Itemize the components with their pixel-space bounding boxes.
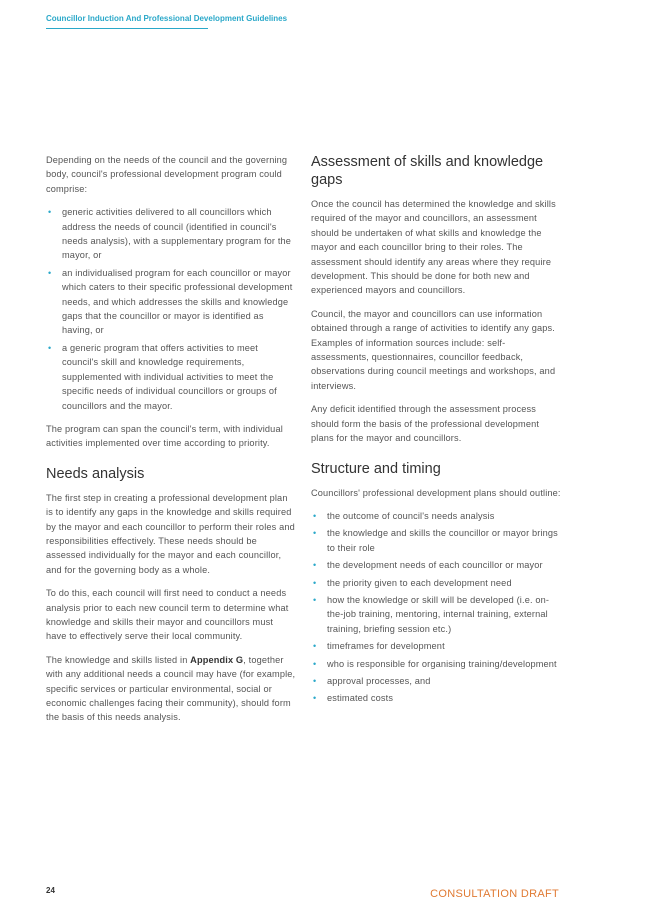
list-item	[311, 674, 561, 688]
list-item-text: generic activities delivered to all councillors which address the needs of council (identified in council's needs analysis), with a supplementary program for the mayor, or	[62, 207, 292, 261]
assessment-paragraph-2: Council, the mayor and councillors can use information obtained through a range of activities to identify any gaps. Examples of information sources include: self-assessments, questionnaires, councillor feedback, observations during council meetings and workshops, and interviews.	[311, 308, 556, 391]
list-item-text: the knowledge and skills the councillor or mayor brings to their role	[327, 528, 558, 553]
list-item	[311, 639, 561, 653]
assessment-paragraph-3: Any deficit identified through the assessment process should form the basis of the professional development plans for the mayor and councillors.	[311, 404, 540, 444]
needs-p3-text-end: , together with any additional needs a council may have (for example, specific services or particular environmental, social or economic challenges facing their community), should form the basis of this needs analysis.	[46, 654, 296, 723]
program-options-list	[46, 205, 296, 413]
right-column	[311, 153, 561, 715]
document-header-title: Councillor Induction And Professional Development Guidelines	[46, 14, 288, 23]
intro-paragraph: Depending on the needs of the council and the governing body, council's professional development program could comprise:	[46, 155, 288, 194]
list-item-text: who is responsible for organising training/development	[327, 658, 557, 669]
list-item-text: a generic program that offers activities to meet council's skill and knowledge requirements, supplemented with individual activities to meet the specific needs of individual councillors or groups of councillors and the mayor.	[62, 342, 277, 411]
list-item-text: estimated costs	[327, 693, 394, 704]
bullet-icon: •	[313, 577, 317, 588]
list-item	[311, 526, 561, 555]
bullet-icon: •	[313, 641, 317, 652]
list-item	[46, 205, 296, 263]
list-item	[46, 341, 296, 413]
list-item	[46, 266, 296, 338]
structure-intro: Councillors' professional development plans should outline:	[311, 487, 561, 498]
structure-timing-heading: Structure and timing	[311, 460, 441, 477]
consultation-draft-label: CONSULTATION DRAFT	[430, 888, 559, 900]
bullet-icon: •	[313, 658, 317, 669]
header-underline	[46, 28, 208, 29]
list-item	[311, 509, 561, 523]
bullet-icon: •	[48, 267, 52, 278]
needs-paragraph-1: The first step in creating a professional development plan is to identify any gaps in the knowledge and skills required by the mayor and each councillor to perform their roles and responsibilities effectively. These needs should be assessed individually for the mayor and each councillor, and for the governing body as a whole.	[46, 492, 295, 575]
list-item	[311, 576, 561, 590]
list-item-text: approval processes, and	[327, 675, 431, 686]
list-item	[311, 657, 561, 671]
list-item-text: the priority given to each development need	[327, 577, 512, 588]
left-column	[46, 153, 296, 734]
bullet-icon: •	[313, 510, 317, 521]
list-item-text: the outcome of council's needs analysis	[327, 510, 495, 521]
assessment-heading: Assessment of skills and knowledge gaps	[311, 154, 544, 188]
needs-paragraph-2: To do this, each council will first need to conduct a needs analysis prior to each new council term to determine what knowledge and skills their mayor and councillors must have to effectively serve their local community.	[46, 588, 289, 642]
list-item	[311, 691, 561, 705]
needs-analysis-heading: Needs analysis	[46, 465, 145, 482]
needs-paragraph-3	[46, 653, 296, 725]
page-number: 24	[46, 886, 55, 895]
list-item-text: timeframes for development	[327, 641, 445, 652]
list-item	[311, 558, 561, 572]
list-item-text: an individualised program for each councillor or mayor which caters to their specific professional development needs, and which addresses the skills and knowledge gaps that the councillor or mayor is identified as having, or	[62, 267, 293, 336]
list-item-text: the development needs of each councillor or mayor	[327, 560, 543, 571]
needs-p3-text: The knowledge and skills listed in	[46, 654, 191, 665]
bullet-icon: •	[48, 207, 52, 218]
bullet-icon: •	[313, 693, 317, 704]
span-paragraph: The program can span the council's term, with individual activities implemented over time according to priority.	[46, 423, 283, 449]
bullet-icon: •	[313, 560, 317, 571]
appendix-g-reference: Appendix G	[190, 654, 244, 665]
bullet-icon: •	[313, 528, 317, 539]
bullet-icon: •	[313, 594, 317, 605]
bullet-icon: •	[313, 675, 317, 686]
bullet-icon: •	[48, 342, 52, 353]
list-item-text: how the knowledge or skill will be developed (i.e. on-the-job training, mentoring, internal training, external training, briefing session etc.)	[327, 594, 550, 634]
assessment-paragraph-1: Once the council has determined the knowledge and skills required of the mayor and councillors, an assessment should be undertaken of what skills and knowledge the mayor and each councillor bring to their roles. The assessment should identify any areas where they require development. This should be done for both new and experienced mayors and councillors.	[311, 199, 556, 296]
list-item	[311, 593, 561, 636]
plan-outline-list	[311, 509, 561, 706]
